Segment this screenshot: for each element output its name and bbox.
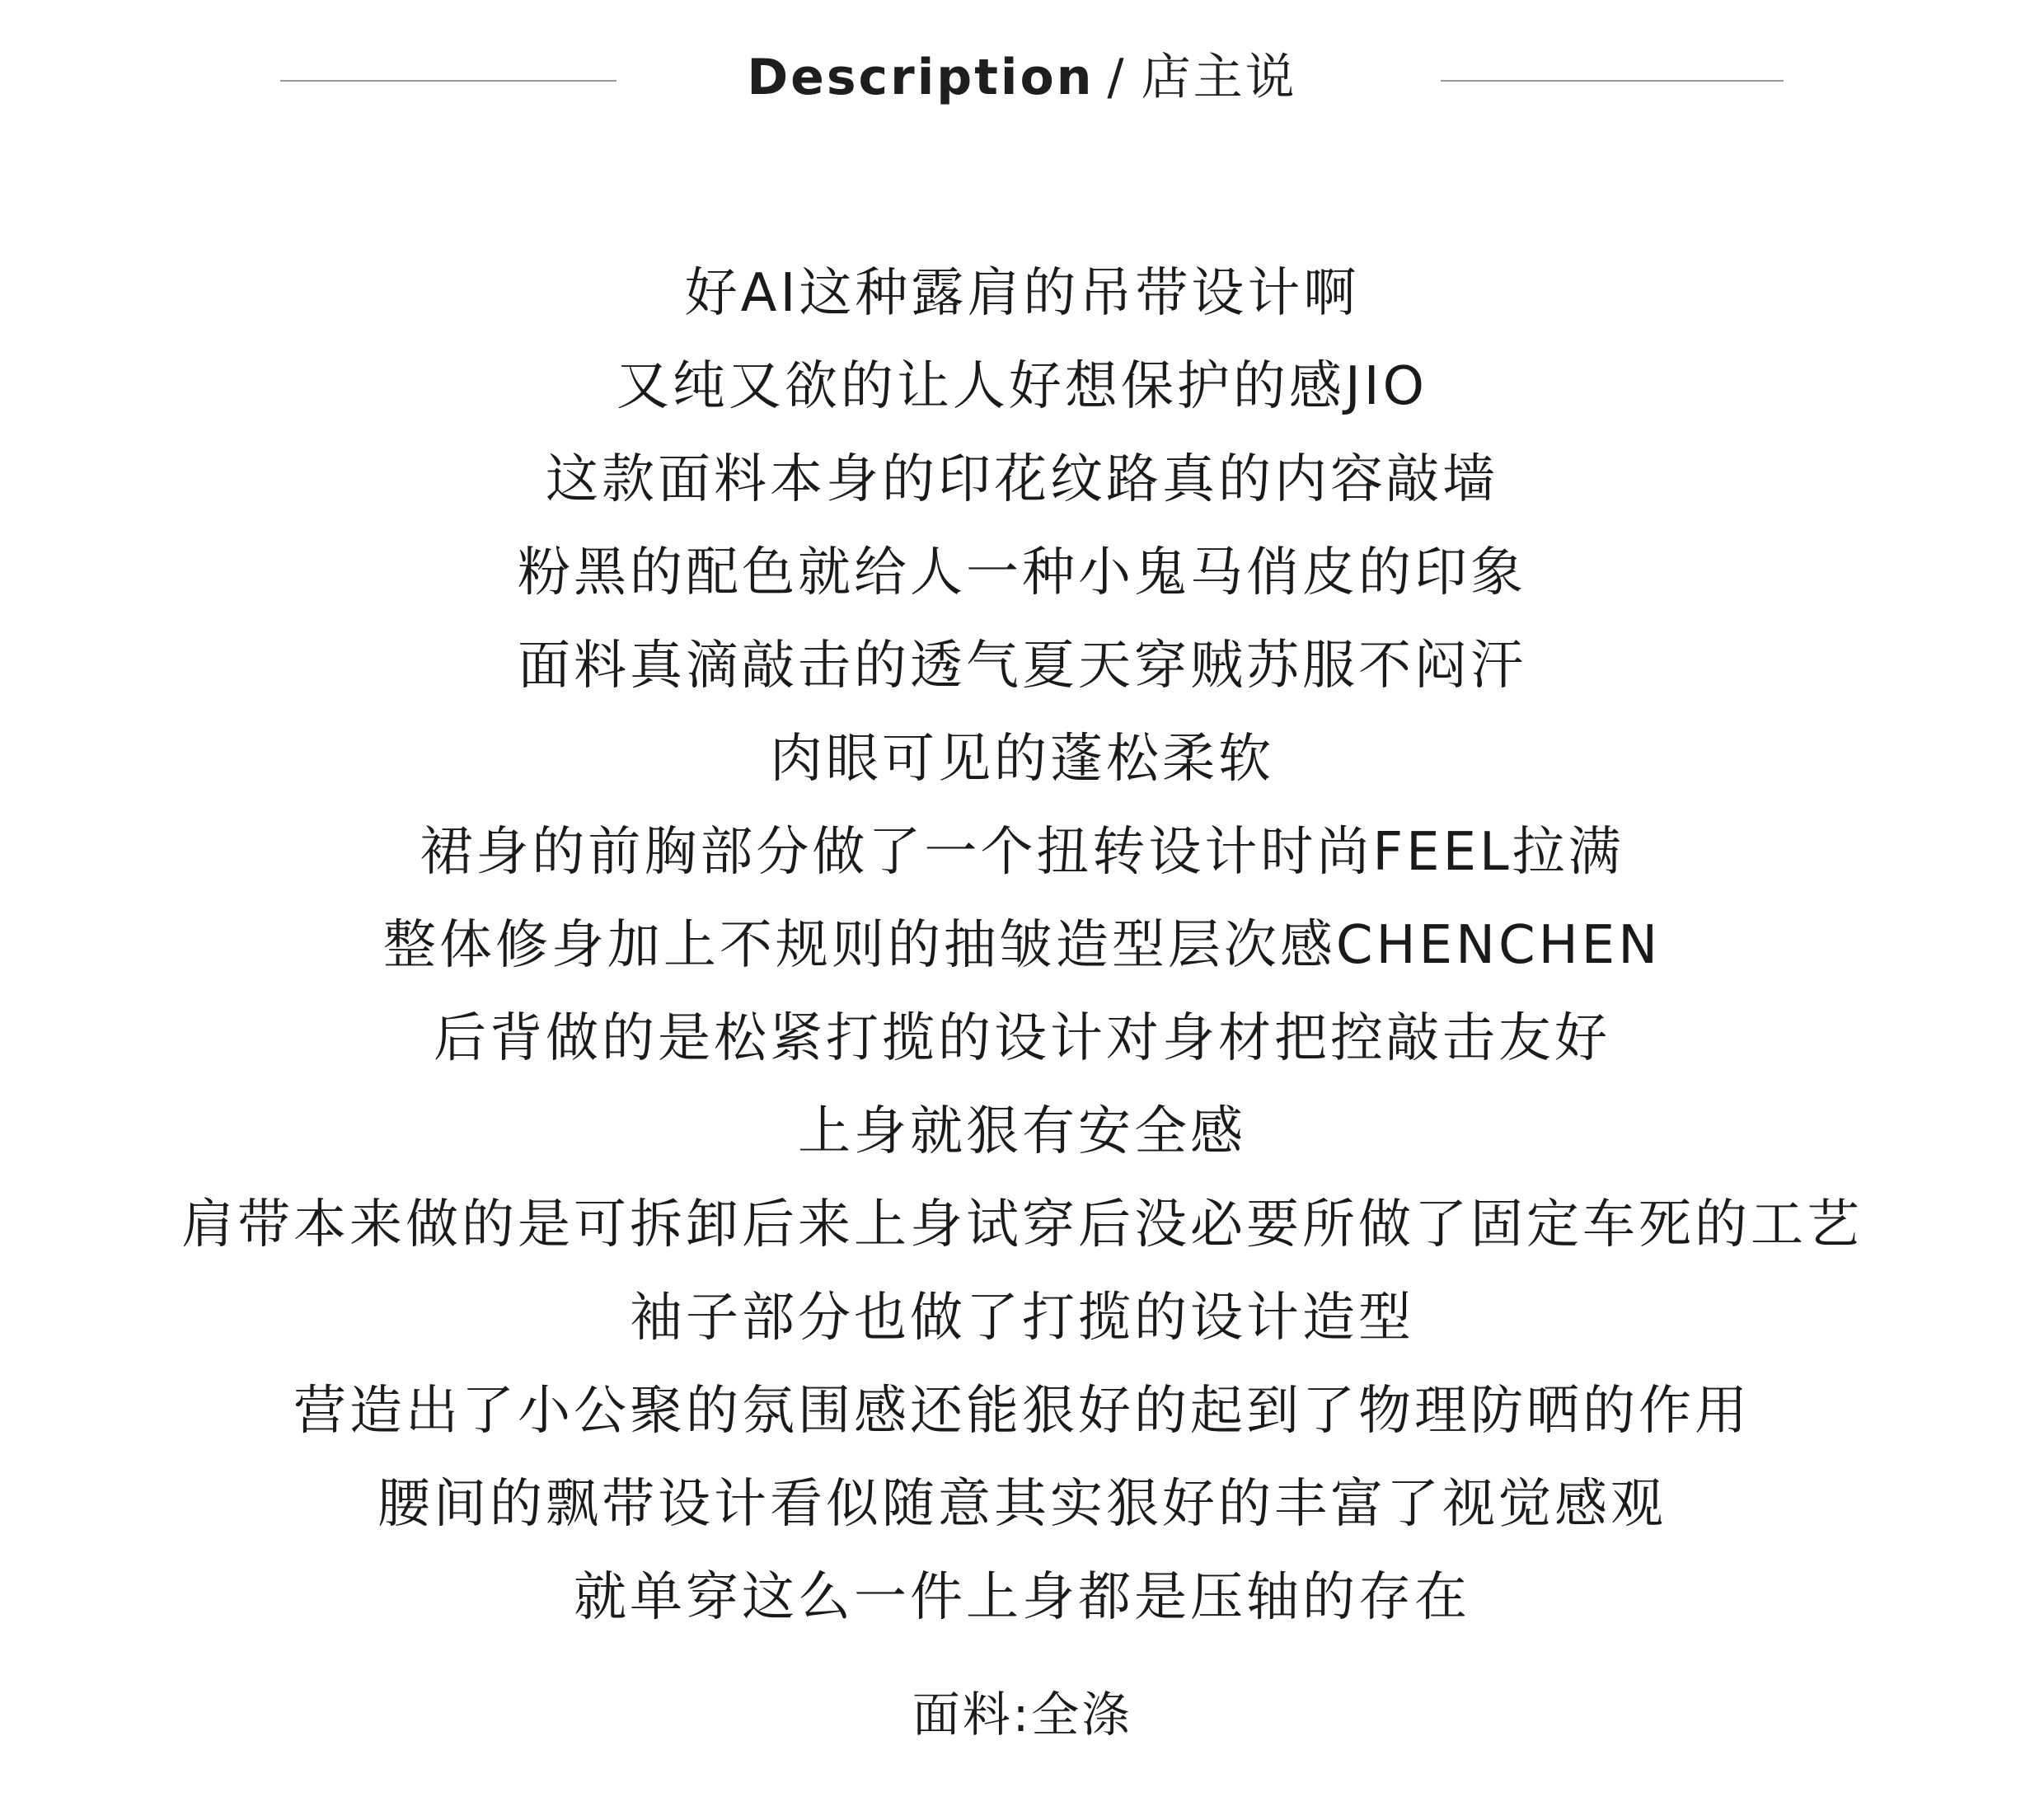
section-title-separator: / — [1107, 49, 1127, 106]
section-header — [0, 36, 2044, 127]
description-line: 好AI这种露肩的吊带设计啊 — [684, 263, 1360, 324]
section-title-chinese: 店主说 — [1141, 49, 1297, 106]
description-line: 肩带本来做的是可拆卸后来上身试穿后没必要所做了固定车死的工艺 — [181, 1194, 1863, 1255]
description-line: 营造出了小公聚的氛围感还能狠好的起到了物理防晒的作用 — [293, 1381, 1751, 1442]
description-line: 这款面料本身的印花纹路真的内容敲墙 — [546, 449, 1498, 510]
description-line: 又纯又欲的让人好想保护的感JIO — [616, 356, 1428, 417]
description-line: 面料真滴敲击的透气夏天穿贼苏服不闷汗 — [518, 636, 1526, 697]
description-line: 整体修身加上不规则的抽皱造型层次感CHENCHEN — [382, 915, 1662, 976]
description-line: 就单穿这么一件上身都是压轴的存在 — [574, 1567, 1470, 1628]
description-line: 腰间的飘带设计看似随意其实狠好的丰富了视觉感观 — [377, 1474, 1667, 1535]
divider-line-left — [280, 80, 616, 82]
description-line: 袖子部分也做了打揽的设计造型 — [630, 1288, 1414, 1349]
description-line: 粉黑的配色就给人一种小鬼马俏皮的印象 — [518, 542, 1526, 603]
material-info: 面料:全涤 — [912, 1687, 1132, 1743]
description-line: 后背做的是松紧打揽的设计对身材把控敲击友好 — [434, 1008, 1610, 1069]
description-line: 上身就狠有安全感 — [798, 1101, 1246, 1162]
description-line: 裙身的前胸部分做了一个扭转设计时尚FEEL拉满 — [420, 822, 1624, 883]
section-title — [742, 36, 1302, 119]
description-line: 肉眼可见的蓬松柔软 — [770, 729, 1274, 790]
divider-line-right — [1441, 80, 1784, 82]
section-title-english: Description — [747, 49, 1095, 106]
description-text — [0, 247, 2044, 1645]
